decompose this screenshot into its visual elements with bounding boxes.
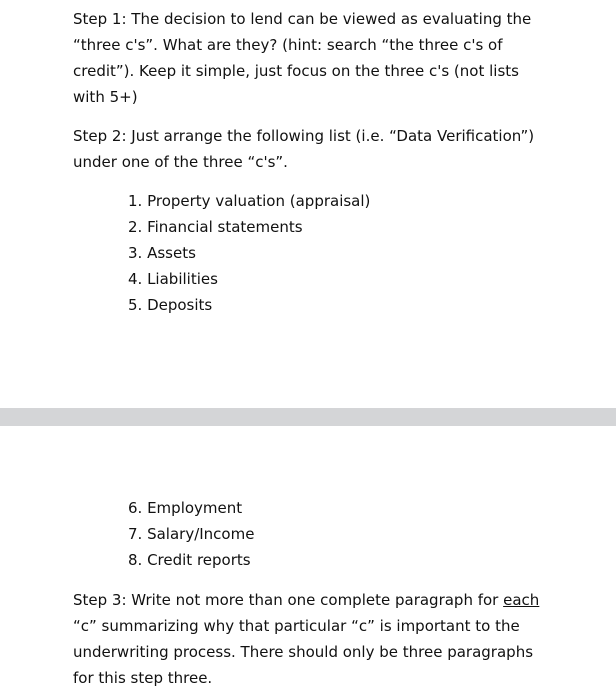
step1-paragraph: Step 1: The decision to lend can be viewed as evaluating the “three c's”. What are they? (hint: search “the three c's of credit”). Keep it simple, just focus on the three c's (not lists with 5+) [73,10,532,106]
verification-list-bottom [128,495,254,573]
list-item: 7. Salary/Income [128,525,255,543]
step2-paragraph: Step 2: Just arrange the following list (i.e. “Data Verification”) under one of the three “c's”. [73,127,535,171]
step3-paragraph [73,587,543,691]
list-item: 6. Employment [128,499,243,517]
list-item: 4. Liabilities [128,270,218,288]
step3-emphasis: each [503,591,540,609]
step3-suffix: “c” summarizing why that particular “c” is important to the underwriting process. There should only be three paragraphs for this step three. [73,617,534,687]
list-item: 3. Assets [128,244,196,262]
list-item: 5. Deposits [128,296,213,314]
step3-prefix: Step 3: Write not more than one complete paragraph for [73,591,504,609]
page-separator [0,408,616,426]
list-item: 1. Property valuation (appraisal) [128,192,371,210]
list-item: 8. Credit reports [128,551,251,569]
verification-list-top [128,188,370,318]
document-page-bottom [0,426,616,700]
list-item: 2. Financial statements [128,218,303,236]
